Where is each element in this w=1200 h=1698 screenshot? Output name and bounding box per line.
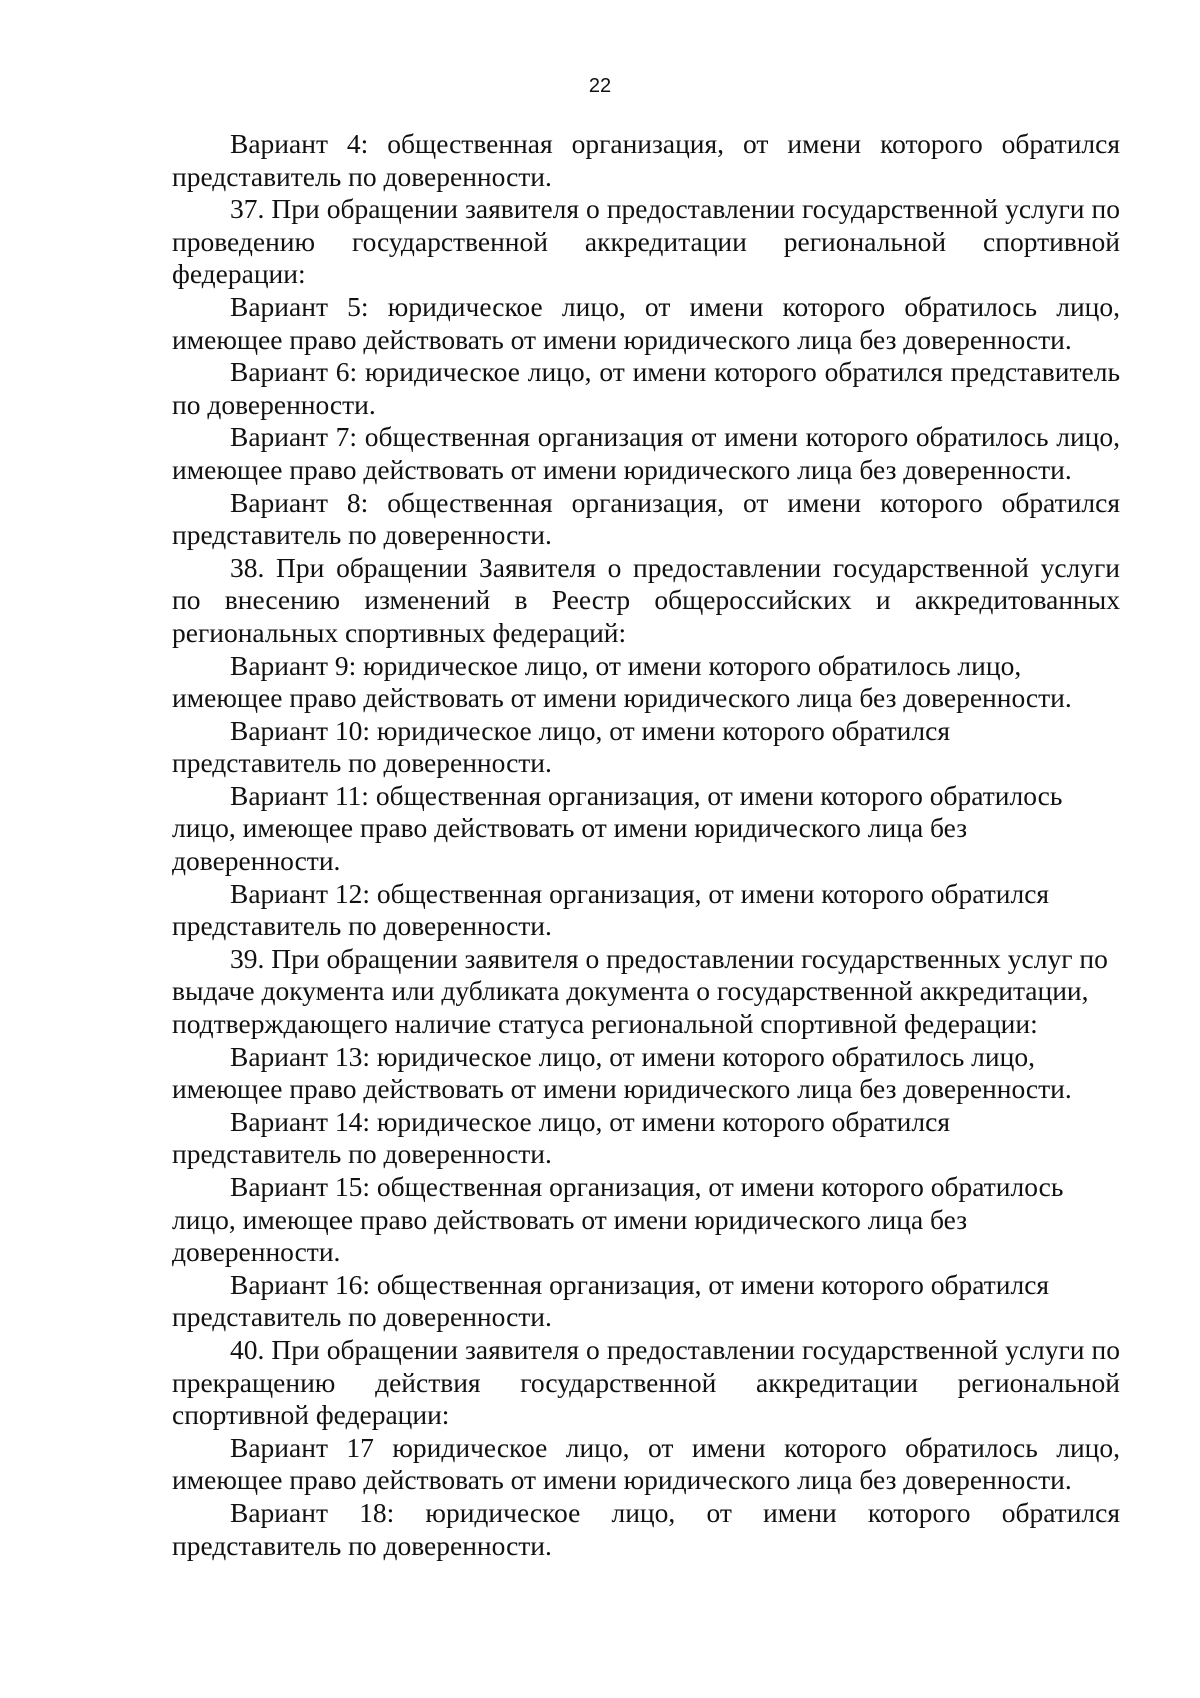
paragraph-variant-7: Вариант 7: общественная организация от имени которого обратилось лицо, имеющее право действовать от имени юридического лица без доверенности. [172,421,1120,485]
paragraph-variant-10: Вариант 10: юридическое лицо, от имени которого обратился представитель по доверенности. [172,714,950,779]
paragraph-variant-9: Вариант 9: юридическое лицо, от имени которого обратилось лицо, имеющее право действовать от имени юридического лица без доверенности. [172,649,1072,714]
paragraph-item-37: 37. При обращении заявителя о предоставлении государственной услуги по проведению государственной аккредитации региональной спортивной федерации: [172,193,1120,290]
paragraph-item-38: 38. При обращении Заявителя о предоставлении государственной услуги по внесению изменений в Реестр общероссийских и аккредитованных региональных спортивных федераций: [172,551,1120,648]
paragraph-variant-13: Вариант 13: юридическое лицо, от имени которого обратилось лицо, имеющее право действовать от имени юридического лица без доверенности. [172,1040,1072,1105]
paragraph-variant-4: Вариант 4: общественная организация, от имени которого обратился представитель по доверенности. [172,128,1120,192]
paragraph-variant-8: Вариант 8: общественная организация, от имени которого обратился представитель по доверенности. [172,486,1120,551]
page-number: 22 [588,75,612,97]
paragraph-variant-15: Вариант 15: общественная организация, от имени которого обратилось лицо, имеющее право действовать от имени юридического лица без доверенности. [172,1171,1064,1268]
paragraph-variant-16: Вариант 16: общественная организация, от имени которого обратился представитель по доверенности. [172,1268,1050,1333]
paragraph-variant-5: Вариант 5: юридическое лицо, от имени которого обратилось лицо, имеющее право действовать от имени юридического лица без доверенности. [172,290,1120,355]
paragraph-variant-12: Вариант 12: общественная организация, от имени которого обратился представитель по доверенности. [172,877,1050,942]
paragraph-item-40: 40. При обращении заявителя о предоставлении государственной услуги по прекращению действия государственной аккредитации региональной спортивной федерации: [172,1333,1120,1431]
paragraph-variant-6: Вариант 6: юридическое лицо, от имени которого обратился представитель по доверенности. [172,356,1120,420]
paragraph-variant-14: Вариант 14: юридическое лицо, от имени которого обратился представитель по доверенности. [172,1105,950,1170]
paragraph-item-39: 39. При обращении заявителя о предоставлении государственных услуг по выдаче документа или дубликата документа о государственной аккредитации, подтверждающего наличие статуса региональной спортивной федерации: [172,942,1108,1040]
document-body [172,128,1120,1562]
paragraph-variant-18: Вариант 18: юридическое лицо, от имени которого обратился представитель по доверенности. [172,1496,1120,1561]
paragraph-variant-11: Вариант 11: общественная организация, от имени которого обратилось лицо, имеющее право действовать от имени юридического лица без доверенности. [172,779,1063,877]
paragraph-variant-17: Вариант 17 юридическое лицо, от имени которого обратилось лицо, имеющее право действовать от имени юридического лица без доверенности. [172,1431,1120,1496]
